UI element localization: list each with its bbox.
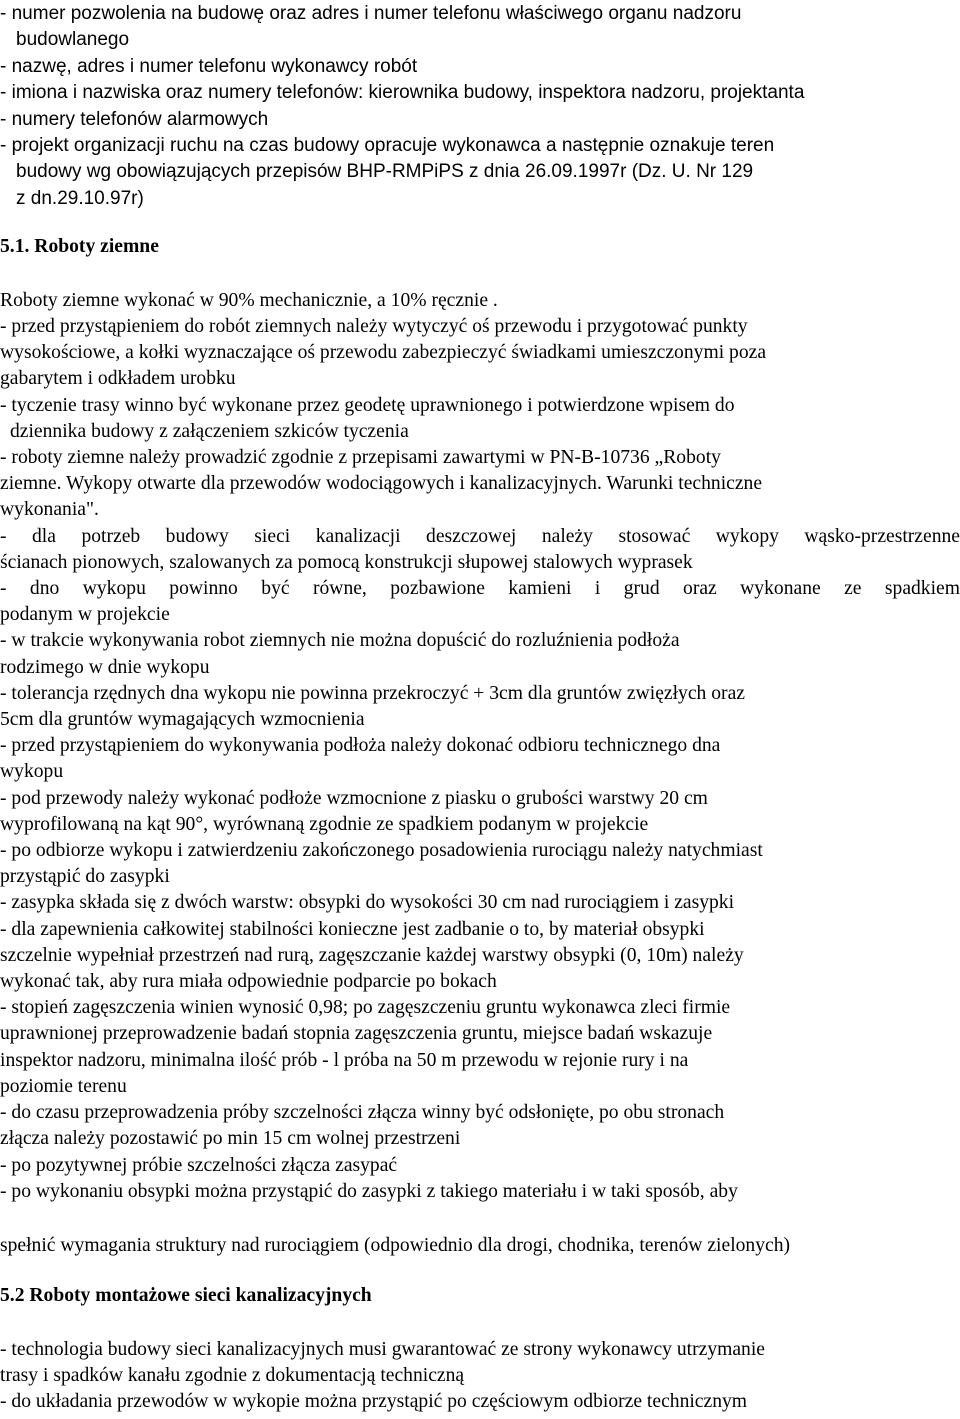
section-body-5-2 <box>0 1337 960 1416</box>
site-board-list <box>0 1 960 212</box>
paragraph-line: ziemne. Wykopy otwarte dla przewodów wodociągowych i kanalizacyjnych. Warunki techniczne <box>0 473 763 495</box>
section-heading-5-2: 5.2 Roboty montażowe sieci kanalizacyjnych <box>0 1285 372 1306</box>
paragraph-line: wykopu <box>0 761 64 783</box>
paragraph-line: - dla zapewnienia całkowitej stabilności konieczne jest zadbanie o to, by materiał obsypki <box>0 918 705 940</box>
paragraph-line: - dno wykopu powinno być równe, pozbawione kamieni i grud oraz wykonane ze spadkiem <box>0 578 960 600</box>
paragraph-line: złącza należy pozostawić po min 15 cm wolnej przestrzeni <box>0 1128 461 1150</box>
paragraph-line: - technologia budowy sieci kanalizacyjnych musi gwarantować ze strony wykonawcy utrzymanie <box>0 1339 765 1360</box>
paragraph-line: - zasypka składa się z dwóch warstw: obsypki do wysokości 30 cm nad rurociągiem i zasypki <box>0 892 735 914</box>
paragraph-line: - do czasu przeprowadzenia próby szczelności złącza winny być odsłonięte, po obu stronach <box>0 1102 725 1124</box>
paragraph-line: poziomie terenu <box>0 1075 127 1097</box>
paragraph-line: - po pozytywnej próbie szczelności złącza zasypać <box>0 1154 398 1176</box>
paragraph-line: gabarytem i odkładem urobku <box>0 368 236 390</box>
section-tail-line: spełnić wymagania struktury nad rurociągiem (odpowiednio dla drogi, chodnika, terenów zielonych) <box>0 1235 791 1256</box>
paragraph-line: wysokościowe, a kołki wyznaczające oś przewodu zabezpieczyć świadkami umieszczonymi poza <box>0 342 767 364</box>
section-heading-5-1: 5.1. Roboty ziemne <box>0 236 159 257</box>
paragraph-line: szczelnie wypełniał przestrzeń nad rurą, zagęszczanie każdej warstwy obsypki (0, 10m) należy <box>0 944 744 966</box>
paragraph-line: - przed przystąpieniem do robót ziemnych należy wytyczyć oś przewodu i przygotować punkty <box>0 316 748 337</box>
paragraph-line: - w trakcie wykonywania robot ziemnych nie można dopuścić do rozluźnienia podłoża <box>0 630 680 652</box>
paragraph-line: - po wykonaniu obsypki można przystąpić do zasypki z takiego materiału i w taki sposób, aby <box>0 1180 738 1202</box>
paragraph-line: - dla potrzeb budowy sieci kanalizacji deszczowej należy stosować wykopy wąsko-przestrzenne <box>0 525 960 547</box>
paragraph-line: - tolerancja rzędnych dna wykopu nie powinna przekroczyć + 3cm dla gruntów zwięzłych oraz <box>0 682 745 704</box>
list-item: - numery telefonów alarmowych <box>0 108 269 130</box>
list-item: - numer pozwolenia na budowę oraz adres i numer telefonu właściwego organu nadzoru <box>0 3 742 24</box>
paragraph-line: wykonać tak, aby rura miała odpowiednie podparcie po bokach <box>0 971 497 993</box>
paragraph-line: inspektor nadzoru, minimalna ilość prób - l próba na 50 m przewodu w rejonie rury i na <box>0 1049 689 1071</box>
paragraph-line: - przed przystąpieniem do wykonywania podłoża należy dokonać odbioru technicznego dna <box>0 735 721 757</box>
paragraph-line: wyprofilowaną na kąt 90°, wyrównaną zgodnie ze spadkiem podanym w projekcie <box>0 813 649 835</box>
paragraph-line: ścianach pionowych, szalowanych za pomocą konstrukcji słupowej stalowych wyprasek <box>0 551 693 573</box>
paragraph-line: podanym w projekcie <box>0 604 170 626</box>
list-item: budowlanego <box>16 29 130 51</box>
paragraph-line: dziennika budowy z załączeniem szkiców tyczenia <box>10 420 409 442</box>
section-body-5-1 <box>0 314 960 1205</box>
paragraph-line: - stopień zagęszczenia winien wynosić 0,98; po zagęszczeniu gruntu wykonawca zleci firmie <box>0 997 731 1019</box>
paragraph-line: - roboty ziemne należy prowadzić zgodnie z przepisami zawartymi w PN-B-10736 „Roboty <box>0 447 721 469</box>
paragraph-line: - po odbiorze wykopu i zatwierdzeniu zakończonego posadowienia rurociągu należy natychmiast <box>0 840 763 862</box>
paragraph-line: wykonania". <box>0 499 99 521</box>
paragraph-line: uprawnionej przeprowadzenie badań stopnia zagęszczenia gruntu, miejsce badań wskazuje <box>0 1023 713 1045</box>
list-item: z dn.29.10.97r) <box>16 187 144 209</box>
paragraph-line: 5cm dla gruntów wymagających wzmocnienia <box>0 709 365 731</box>
list-item: - projekt organizacji ruchu na czas budowy opracuje wykonawca a następnie oznakuje teren <box>0 135 775 157</box>
list-item: budowy wg obowiązujących przepisów BHP-RMPiPS z dnia 26.09.1997r (Dz. U. Nr 129 <box>16 161 754 183</box>
list-item: - nazwę, adres i numer telefonu wykonawcy robót <box>0 55 418 77</box>
paragraph-line: rodzimego w dnie wykopu <box>0 656 210 678</box>
paragraph-line: trasy i spadków kanału zgodnie z dokumentacją techniczną <box>0 1365 465 1387</box>
paragraph-line: - tyczenie trasy winno być wykonane przez geodetę uprawnionego i potwierdzone wpisem do <box>0 394 735 416</box>
list-item: - imiona i nazwiska oraz numery telefonów: kierownika budowy, inspektora nadzoru, projektanta <box>0 82 805 104</box>
paragraph-line: - do układania przewodów w wykopie można przystąpić po częściowym odbiorze technicznym <box>0 1391 748 1413</box>
paragraph-line: - pod przewody należy wykonać podłoże wzmocnione z piasku o grubości warstwy 20 cm <box>0 787 708 809</box>
paragraph-line: przystąpić do zasypki <box>0 866 170 888</box>
section-intro: Roboty ziemne wykonać w 90% mechanicznie, a 10% ręcznie . <box>0 290 498 311</box>
